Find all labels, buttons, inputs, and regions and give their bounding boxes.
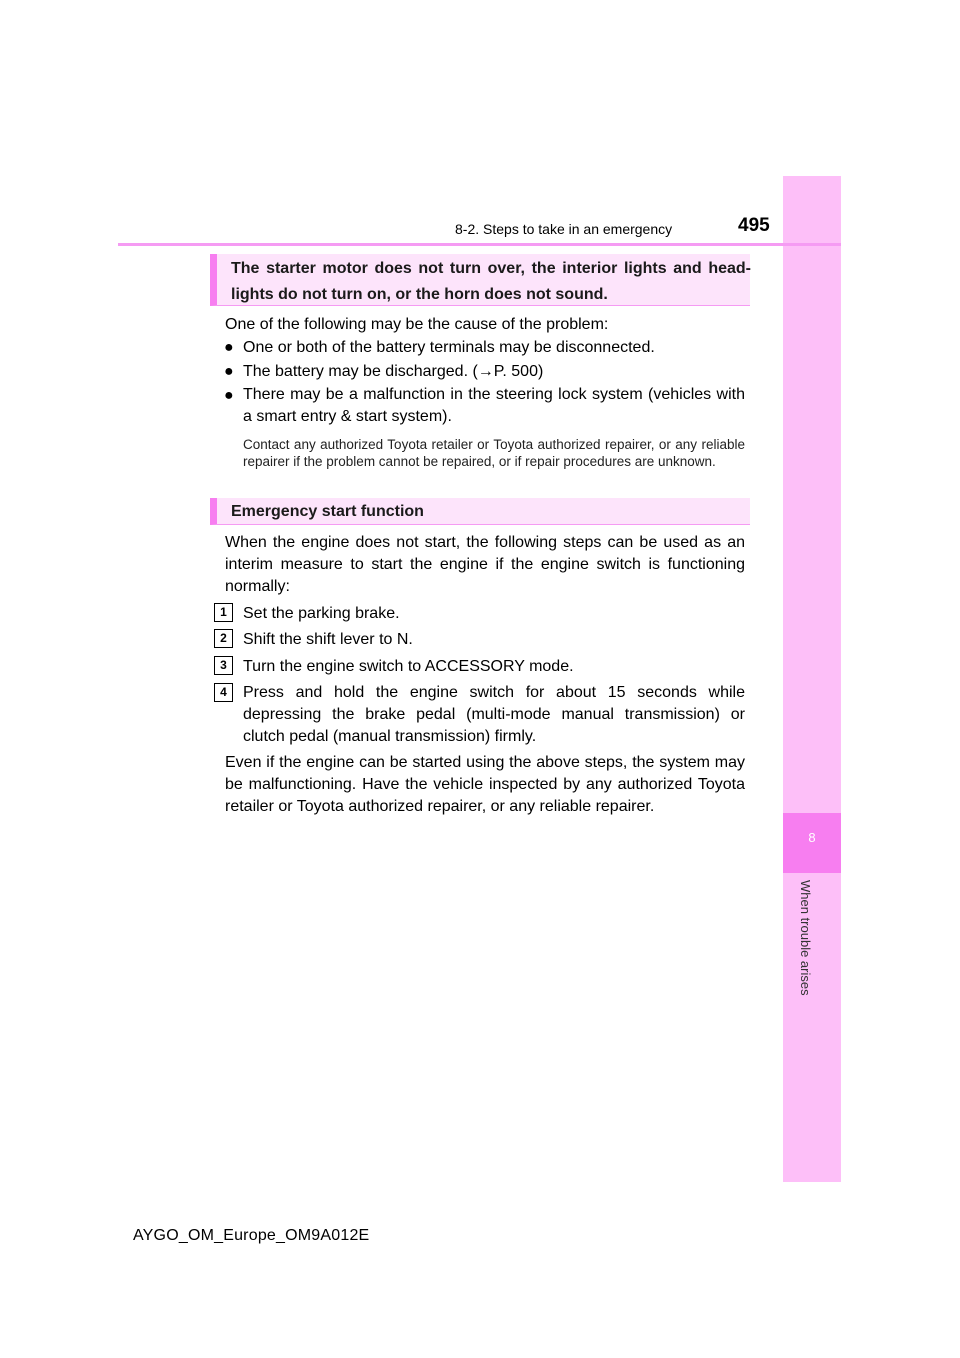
side-tab	[783, 176, 841, 1182]
section-reference: 8-2. Steps to take in an emergency	[455, 221, 673, 237]
section-heading-emergency-start	[210, 498, 750, 525]
list-item: There may be a malfunction in the steering lock system (vehicles with a smart entry & start system).	[243, 386, 745, 425]
step-text: Press and hold the engine switch for about 15 seconds while depressing the brake pedal (multi-mode manual transmission) or clutch pedal (manual transmission) firmly.	[243, 684, 745, 745]
list-item: The battery may be discharged. (→P. 500)	[243, 363, 544, 380]
step-text: Turn the engine switch to ACCESSORY mode.	[243, 658, 574, 675]
bullet-icon: ●	[224, 387, 234, 404]
page-number: 495	[738, 215, 770, 236]
footer-document-code: AYGO_OM_Europe_OM9A012E	[133, 1227, 370, 1244]
section-heading-text: The starter motor does not turn over, the interior lights and head-lights do not turn on, or the horn does not sound.	[231, 260, 751, 303]
chapter-title: When trouble arises	[798, 880, 813, 996]
closing-text: Even if the engine can be started using the above steps, the system may be malfunctioning. Have the vehicle inspected by any authorized Toyota retailer or Toyota authorized repairer, or any reliable repairer.	[225, 754, 745, 815]
intro-text: One of the following may be the cause of the problem:	[225, 316, 609, 333]
chapter-number: 8	[808, 830, 816, 845]
step-number-badge: 3	[214, 656, 233, 675]
note-text: Contact any authorized Toyota retailer or Toyota authorized repairer, or any reliable repairer if the problem cannot be repaired, or if repair procedures are unknown.	[243, 437, 745, 469]
header-rule	[118, 243, 841, 246]
step-text: Shift the shift lever to N.	[243, 631, 413, 648]
step-text: Set the parking brake.	[243, 605, 400, 622]
intro-text: When the engine does not start, the following steps can be used as an interim measure to start the engine if the engine switch is functioning normally:	[225, 534, 745, 595]
section-heading-text: Emergency start function	[231, 503, 424, 520]
bullet-icon: ●	[224, 363, 234, 380]
step-number-badge: 4	[214, 683, 233, 702]
bullet-icon: ●	[224, 339, 234, 356]
list-item: One or both of the battery terminals may be disconnected.	[243, 339, 655, 356]
step-number-badge: 2	[214, 629, 233, 648]
section-heading-starter	[210, 254, 750, 306]
step-number-badge: 1	[214, 603, 233, 622]
